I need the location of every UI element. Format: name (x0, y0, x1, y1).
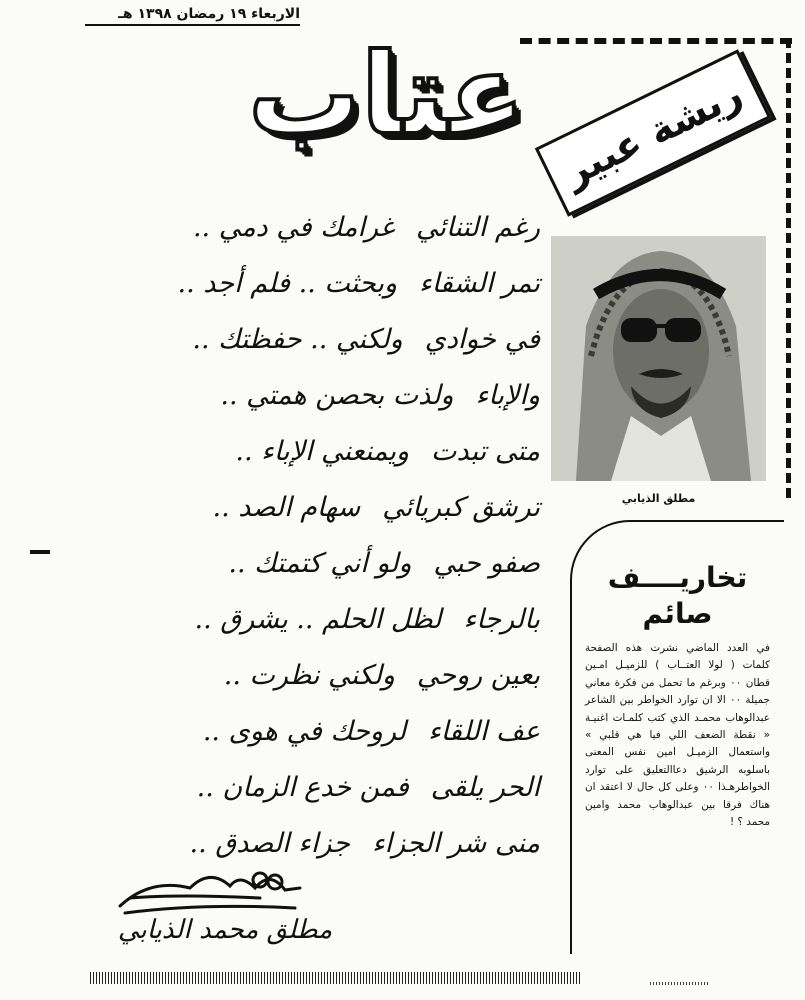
poem-line-right: تمر الشقاء (419, 268, 540, 299)
article-title-text: عتاب (248, 30, 525, 160)
poem-line-right: الحر يلقى (430, 772, 540, 803)
poem-line-left: وبحثت .. فلم أجد .. (177, 268, 397, 299)
poem-line-right: والإباء (475, 380, 540, 411)
date-underline (85, 24, 300, 26)
article-title (95, 30, 525, 170)
photo-caption: مطلق الذيابي (621, 492, 696, 505)
side-title-line-1: تخاريــــف (607, 561, 748, 594)
scan-edge (650, 982, 710, 985)
poem-line (120, 368, 540, 424)
poem-line (120, 648, 540, 704)
poem-line (120, 480, 540, 536)
poem-line-right: منى شر الجزاء (371, 828, 540, 859)
poem-line-right: رغم التنائي (416, 212, 540, 243)
author-portrait-icon (551, 236, 766, 481)
poem-line-left: ولو أني كتمتك .. (228, 548, 412, 579)
poem-line (120, 760, 540, 816)
poem-line-left: جزاء الصدق .. (189, 828, 350, 859)
side-title-line-2: صائم (642, 597, 713, 630)
side-column-title (585, 560, 770, 632)
side-column-body: في العدد الماضي نشرت هذه الصفحة كلمات ( لولا العتــاب ) للزميـل امـين قطان ٠٠ وبرغم ما تحمل من فكرة معاني جميلة ٠٠ الا ان توارد الخواطر بين الشاعر عبدالوهاب محمـد الذي كتب كلمـات اغنيـة « نقطة الضعف اللي فيا هي قلبي » واستعمال الزميـل امين نفس المعنى باسلوبه الرشيق دعاالتعليق على توارد الخواطرهـذا ٠٠ وعلى كل حال لا اعتقد ان هناك فرقا بين عبدالوهاب محمد وامين محمد ؟ ! (585, 642, 771, 829)
poem-line-right: عف اللقاء (428, 716, 540, 747)
poem-line-right: صفو حبي (433, 548, 540, 579)
signature-icon (110, 858, 310, 918)
scan-edge (90, 972, 580, 984)
poem-line-left: ولذت بحصن همتي .. (220, 380, 454, 411)
signature-scribble (110, 858, 310, 918)
poem-line-right: بعين روحي (416, 660, 540, 691)
pen-name-text: ريشة عبير (557, 71, 749, 195)
poem-line-left: لظل الحلم .. يشرق .. (194, 604, 442, 635)
poem-line-right: ترشق كبريائي (382, 492, 540, 523)
poem-line (120, 704, 540, 760)
poem-line-left: لروحك في هوى .. (202, 716, 407, 747)
poem-line-left: غرامك في دمي .. (192, 212, 395, 243)
margin-mark (30, 550, 50, 554)
poem-line-right: في خوادي (424, 324, 540, 355)
poem-line (120, 200, 540, 256)
author-photo (551, 236, 766, 481)
poem-line-left: ويمنعني الإباء .. (235, 436, 410, 467)
issue-date: الاربعاء ١٩ رمضان ١٣٩٨ هـ (118, 6, 300, 22)
poet-name: مطلق محمد الذيابي (117, 915, 333, 945)
poem-line-left: ولكني .. حفظتك .. (192, 324, 403, 355)
dashed-border-top (520, 38, 792, 44)
poem-line-left: ولكني نظرت .. (223, 660, 395, 691)
poem-line-right: بالرجاء (463, 604, 540, 635)
dashed-border-right (786, 38, 791, 498)
poem-line (120, 256, 540, 312)
poem-line (120, 592, 540, 648)
poem-line-left: فمن خدع الزمان .. (196, 772, 409, 803)
poem-line (120, 312, 540, 368)
pen-name-box (535, 49, 771, 216)
poem (120, 200, 540, 872)
poem-line (120, 424, 540, 480)
poem-line-left: سهام الصد .. (212, 492, 361, 523)
poem-line-right: متى تبدت (431, 436, 540, 467)
poem-line (120, 536, 540, 592)
